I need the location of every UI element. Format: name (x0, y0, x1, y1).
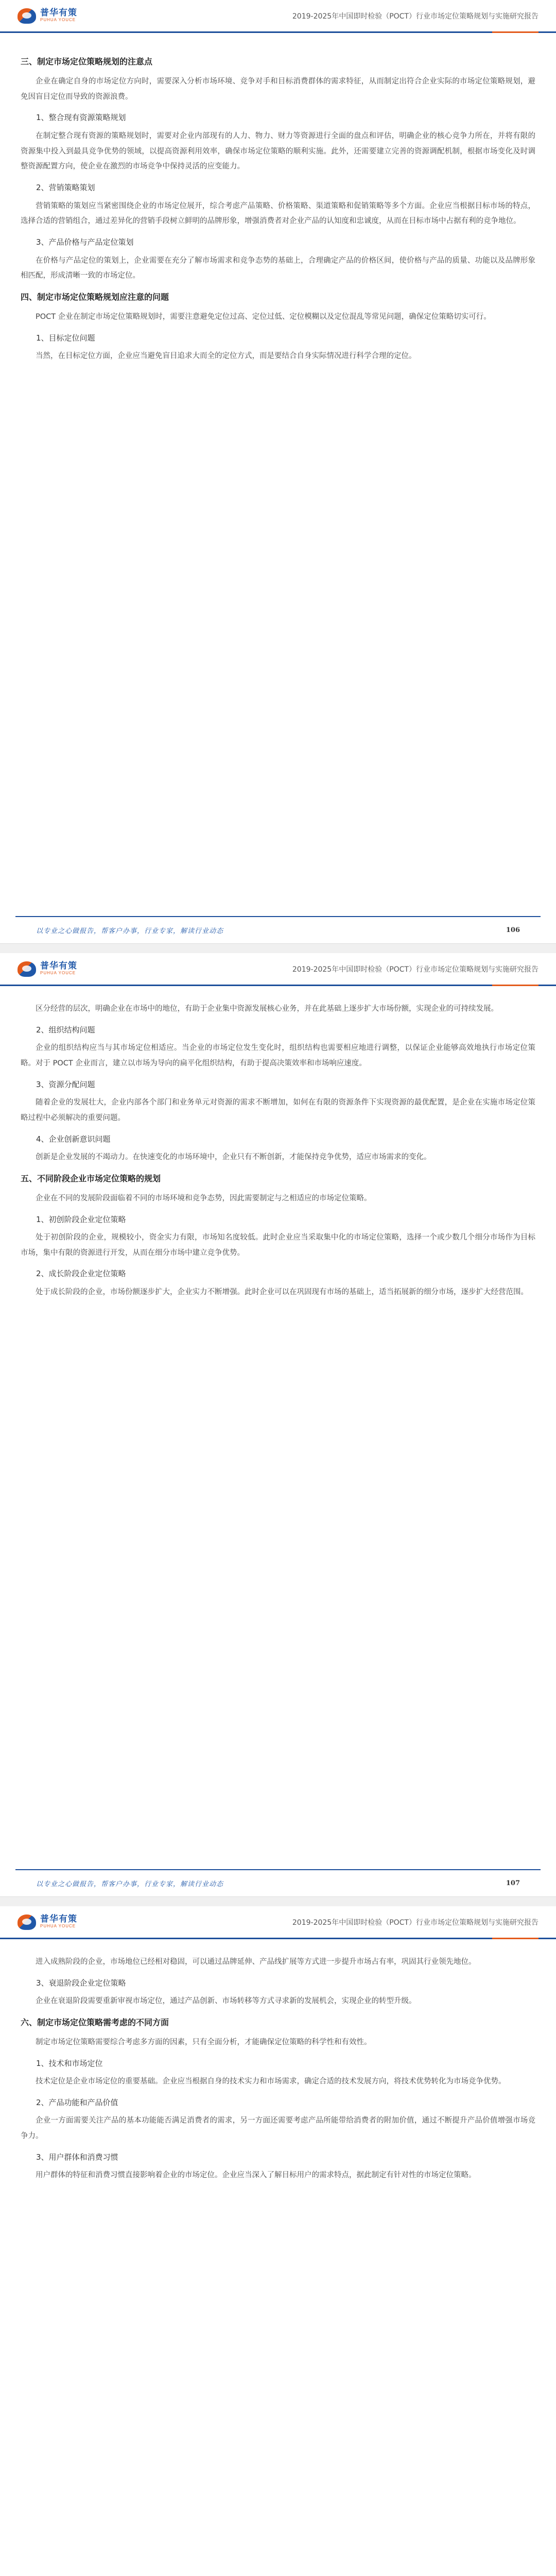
page-number: 107 (506, 1879, 520, 1887)
header-title: 2019-2025年中国即时检验（POCT）行业市场定位策略规划与实施研究报告 (292, 965, 538, 974)
paragraph: 当然，在目标定位方面，企业应当避免盲目追求大而全的定位方式，而是要结合自身实际情况进行科学合理的定位。 (36, 352, 416, 361)
logo-en: PUHUA YOUCE (40, 1924, 76, 1929)
footer-slogan: 以专业之心做报告，帮客户办事，行业专家，解读行业动态 (36, 927, 224, 935)
logo-icon (18, 1914, 36, 1930)
logo-cn: 普华有策 (40, 8, 77, 19)
logo-icon (18, 961, 36, 977)
header-title: 2019-2025年中国即时检验（POCT）行业市场定位策略规划与实施研究报告 (292, 1918, 538, 1927)
logo-en: PUHUA YOUCE (40, 971, 76, 976)
logo-en: PUHUA YOUCE (40, 18, 76, 23)
paragraph: 处于初创阶段的企业，规模较小，资金实力有限，市场知名度较低。此时企业应当采取集中化的市场定位策略，选择一个或少数几个细分市场作为目标市场，集中有限的资源进行开发，从而在细分市场中建立竞争优势。 (21, 1233, 535, 1257)
logo-cn: 普华有策 (40, 961, 77, 972)
subsection-heading: 2、成长阶段企业定位策略 (36, 1269, 126, 1279)
footer-slogan: 以专业之心做报告，帮客户办事，行业专家，解读行业动态 (36, 1880, 224, 1888)
paragraph: 处于成长阶段的企业，市场份额逐步扩大，企业实力不断增强。此时企业可以在巩固现有市场的基础上，适当拓展新的细分市场，逐步扩大经营范围。 (36, 1287, 528, 1296)
report-page (0, 0, 556, 944)
paragraph: 进入成熟阶段的企业，市场地位已经相对稳固，可以通过品牌延伸、产品线扩展等方式进一步提升市场占有率，巩固其行业领先地位。 (36, 1958, 476, 1966)
section-heading: 四、制定市场定位策略规划应注意的问题 (21, 292, 169, 302)
paragraph: 企业在衰退阶段需要重新审视市场定位，通过产品创新、市场转移等方式寻求新的发展机会，实现企业的转型升级。 (36, 1997, 416, 2006)
paragraph: 企业的组织结构应当与其市场定位相适应。当企业的市场定位发生变化时，组织结构也需要相应地进行调整，以保证企业能够高效地执行市场定位策略。对于 POCT 企业而言，建立以市场为导向的扁平化组织结构，有助于提高决策效率和市场响应速度。 (21, 1044, 535, 1067)
paragraph: 用户群体的特征和消费习惯直接影响着企业的市场定位。企业应当深入了解目标用户的需求特点，据此制定有针对性的市场定位策略。 (36, 2171, 476, 2180)
paragraph: 在制定整合现有资源的策略规划时，需要对企业内部现有的人力、物力、财力等资源进行全面的盘点和评估，明确企业的核心竞争力所在，并将有限的资源集中投入到最具竞争优势的领域，以提高资源利用效率，确保市场定位策略的顺利实施。此外，还需要建立完善的资源调配机制，根据市场变化及时调整资源配置方向，使企业在激烈的市场竞争中保持灵活的应变能力。 (21, 131, 535, 171)
page-footer (15, 1869, 541, 1896)
paragraph: 在价格与产品定位的策划上，企业需要在充分了解市场需求和竞争态势的基础上，合理确定产品的价格区间，使价格与产品的质量、功能以及品牌形象相匹配，形成清晰一致的市场定位。 (21, 256, 535, 280)
subsection-heading: 4、企业创新意识问题 (36, 1134, 111, 1144)
page-footer (15, 916, 541, 943)
section-heading: 五、不同阶段企业市场定位策略的规划 (21, 1173, 161, 1183)
subsection-heading: 3、产品价格与产品定位策划 (36, 238, 134, 247)
section-heading: 三、制定市场定位策略规划的注意点 (21, 57, 153, 66)
subsection-heading: 1、目标定位问题 (36, 333, 95, 343)
page-header (0, 0, 556, 33)
report-page (0, 953, 556, 1897)
report-page (0, 1906, 556, 2576)
section-heading: 六、制定市场定位策略需考虑的不同方面 (21, 2017, 169, 2027)
subsection-heading: 1、初创阶段企业定位策略 (36, 1214, 126, 1224)
subsection-heading: 2、营销策略策划 (36, 183, 95, 193)
logo (18, 8, 77, 24)
logo (18, 1914, 77, 1930)
paragraph: 制定市场定位策略需要综合考虑多方面的因素，只有全面分析，才能确保定位策略的科学性和有效性。 (36, 2038, 372, 2046)
paragraph: 企业在不同的发展阶段面临着不同的市场环境和竞争态势，因此需要制定与之相适应的市场定位策略。 (36, 1194, 372, 1202)
paragraph: 随着企业的发展壮大，企业内部各个部门和业务单元对资源的需求不断增加，如何在有限的资源条件下实现资源的最优配置，是企业在实施市场定位策略过程中必须解决的重要问题。 (21, 1098, 535, 1122)
subsection-heading: 2、产品功能和产品价值 (36, 2097, 118, 2107)
page-number: 106 (506, 926, 520, 934)
subsection-heading: 3、用户群体和消费习惯 (36, 2152, 118, 2162)
page-header (0, 953, 556, 986)
paragraph: 企业一方面需要关注产品的基本功能能否满足消费者的需求，另一方面还需要考虑产品所能带给消费者的附加价值，通过不断提升产品价值增强市场竞争力。 (21, 2116, 535, 2141)
subsection-heading: 3、衰退阶段企业定位策略 (36, 1978, 126, 1988)
paragraph: 营销策略的策划应当紧密围绕企业的市场定位展开，综合考虑产品策略、价格策略、渠道策略和促销策略等多个方面。企业应当根据目标市场的特点，选择合适的营销组合，通过差异化的营销手段树立鲜明的品牌形象，增强消费者对企业产品的认知度和忠诚度，从而在目标市场中占据有利的竞争地位。 (21, 201, 535, 226)
subsection-heading: 3、资源分配问题 (36, 1079, 95, 1089)
header-title: 2019-2025年中国即时检验（POCT）行业市场定位策略规划与实施研究报告 (292, 12, 538, 21)
logo-cn: 普华有策 (40, 1914, 77, 1925)
paragraph: 技术定位是企业市场定位的重要基础。企业应当根据自身的技术实力和市场需求，确定合适的技术发展方向，将技术优势转化为市场竞争优势。 (36, 2077, 506, 2086)
paragraph: 创新是企业发展的不竭动力。在快速变化的市场环境中，企业只有不断创新，才能保持竞争优势，适应市场需求的变化。 (36, 1153, 431, 1162)
subsection-heading: 1、技术和市场定位 (36, 2058, 103, 2068)
subsection-heading: 2、组织结构问题 (36, 1025, 95, 1035)
page-header (0, 1906, 556, 1939)
logo-icon (18, 8, 36, 24)
paragraph: 企业在确定自身的市场定位方向时，需要深入分析市场环境、竞争对手和目标消费群体的需求特征，从而制定出符合企业实际的市场定位策略规划，避免因盲目定位而导致的资源浪费。 (21, 77, 535, 101)
paragraph: 区分经营的层次，明确企业在市场中的地位，有助于企业集中资源发展核心业务，并在此基础上逐步扩大市场份额，实现企业的可持续发展。 (36, 1005, 498, 1013)
logo (18, 961, 77, 977)
paragraph: POCT 企业在制定市场定位策略规划时，需要注意避免定位过高、定位过低、定位模糊以及定位混乱等常见问题，确保定位策略切实可行。 (36, 312, 491, 321)
subsection-heading: 1、整合现有资源策略规划 (36, 113, 126, 123)
